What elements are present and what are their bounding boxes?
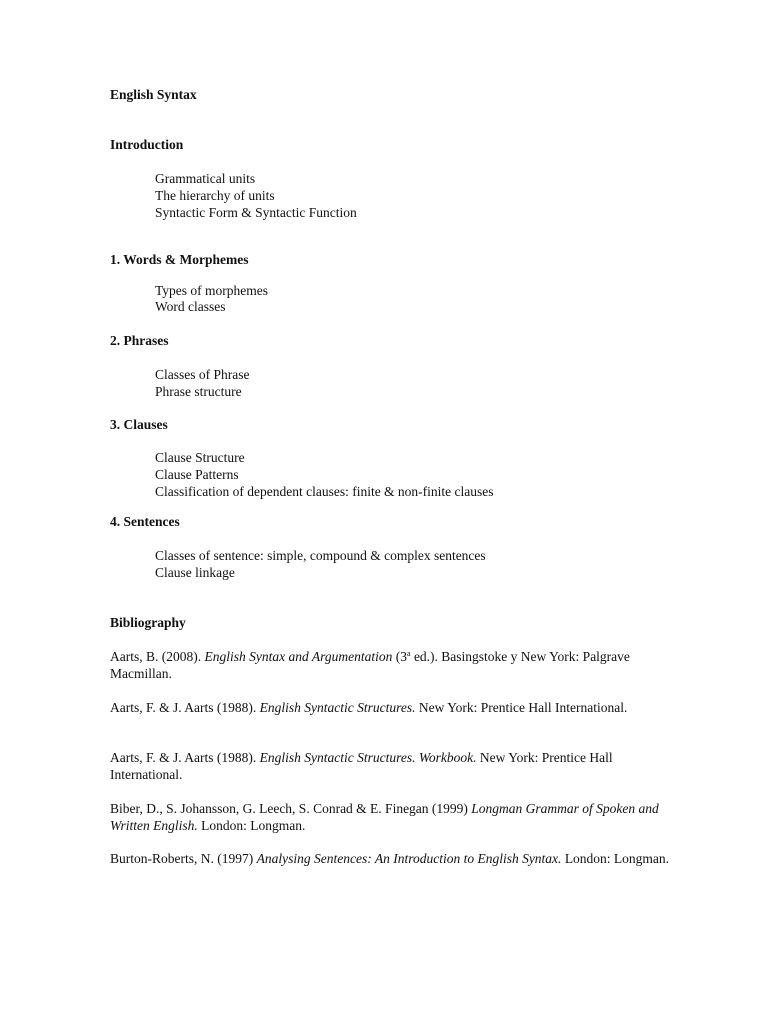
entry-author: Aarts, F. & J. Aarts (1988). (110, 700, 260, 715)
entry-author: Burton-Roberts, N. (1997) (110, 851, 257, 866)
bibliography-entry (110, 850, 670, 867)
list-item: Clause Structure (155, 450, 245, 465)
list-item: The hierarchy of units (155, 188, 275, 203)
list-item: Classes of sentence: simple, compound & complex sentences (155, 548, 486, 563)
entry-title: Analysing Sentences: An Introduction to English Syntax. (256, 851, 562, 866)
section-heading-phrases: 2. Phrases (110, 333, 169, 348)
document-title: English Syntax (110, 87, 197, 102)
entry-title: English Syntactic Structures. Workbook. (259, 750, 477, 765)
edition-ordinal: a (407, 649, 411, 658)
list-item: Phrase structure (155, 384, 242, 399)
bibliography-entry (110, 749, 670, 783)
section-heading-words: 1. Words & Morphemes (110, 252, 249, 267)
list-item: Types of morphemes (155, 283, 269, 298)
section-heading-bibliography: Bibliography (110, 615, 186, 630)
entry-author: Biber, D., S. Johansson, G. Leech, S. Conrad & E. Finegan (1999) (110, 801, 472, 816)
entry-author: Aarts, F. & J. Aarts (1988). (110, 750, 260, 765)
entry-title: English Syntax and Argumentation (204, 649, 393, 664)
entry-publisher: New York: Prentice Hall International. (415, 700, 628, 715)
list-item: Word classes (155, 299, 226, 314)
list-item: Clause linkage (155, 565, 235, 580)
entry-publisher: London: Longman. (561, 851, 670, 866)
bibliography-entry (110, 699, 670, 716)
list-item: Syntactic Form & Syntactic Function (155, 205, 357, 220)
list-item: Grammatical units (155, 171, 256, 186)
list-item: Classification of dependent clauses: finite & non-finite clauses (155, 484, 494, 499)
entry-publisher: ed.). Basingstoke y New York: Palgrave Macmillan. (110, 649, 630, 681)
entry-edition: (3 (392, 649, 407, 664)
list-item: Classes of Phrase (155, 367, 250, 382)
section-heading-introduction: Introduction (110, 137, 184, 152)
entry-publisher: London: Longman. (197, 818, 306, 833)
section-heading-sentences: 4. Sentences (110, 514, 180, 529)
bibliography-entry (110, 648, 670, 682)
section-heading-clauses: 3. Clauses (110, 417, 168, 432)
entry-title: English Syntactic Structures. (259, 700, 416, 715)
entry-title: Longman Grammar of Spoken and Written English. (110, 801, 659, 833)
entry-author: Aarts, B. (2008). (110, 649, 205, 664)
list-item: Clause Patterns (155, 467, 239, 482)
bibliography-entry (110, 800, 670, 834)
entry-publisher: New York: Prentice Hall International. (110, 750, 613, 782)
